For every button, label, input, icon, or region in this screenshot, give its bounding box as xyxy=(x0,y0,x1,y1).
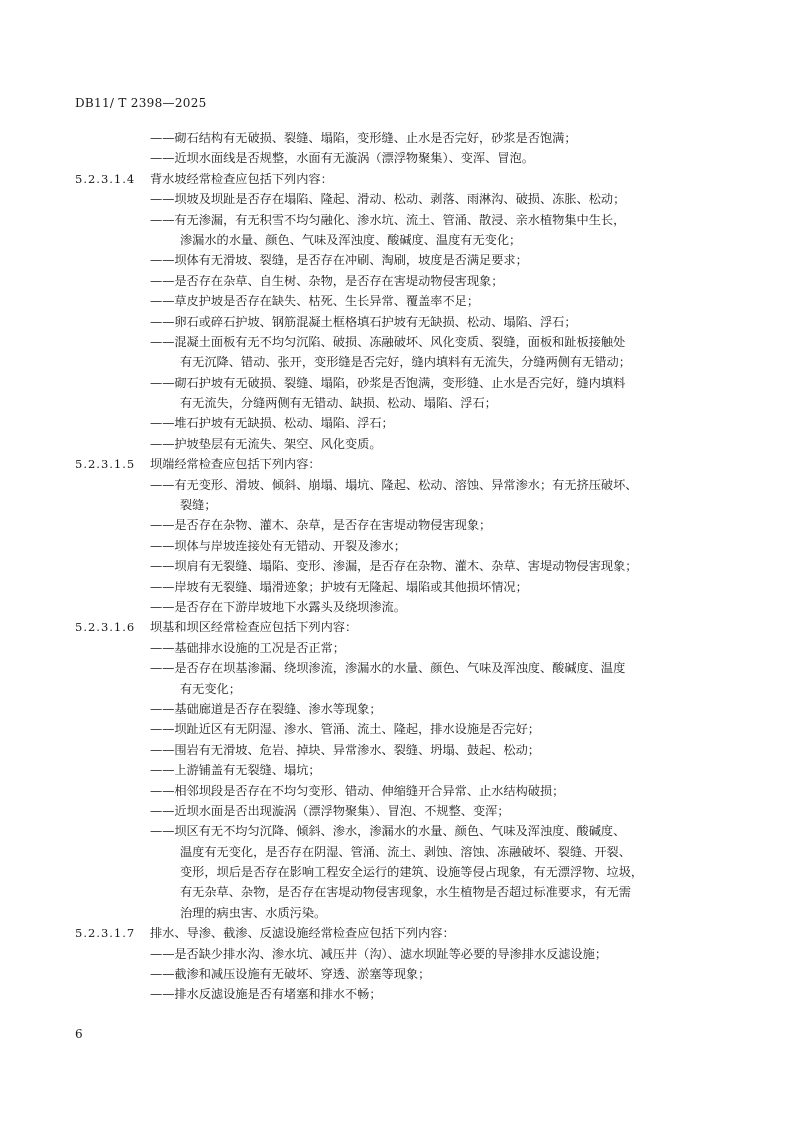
list-item-continuation: 裂缝； xyxy=(180,498,217,513)
list-item-continuation: 治理的病虫害、水质污染。 xyxy=(180,905,327,920)
list-item: ——坝坡及坝趾是否存在塌陷、隆起、滑动、松动、剥落、雨淋沟、破损、冻胀、松动； xyxy=(150,192,626,207)
list-item: ——上游铺盖有无裂缝、塌坑； xyxy=(150,763,321,778)
section-title: 背水坡经常检查应包括下列内容： xyxy=(150,171,333,186)
list-item: ——是否存在坝基渗漏、绕坝渗流，渗漏水的水量、颜色、气味及浑浊度、酸碱度、温度 xyxy=(150,661,626,676)
section-title: 坝基和坝区经常检查应包括下列内容： xyxy=(150,620,358,635)
list-item: ——坝体与岸坡连接处有无错动、开裂及渗水； xyxy=(150,538,406,553)
list-item-continuation: 有无杂草、杂物，是否存在害堤动物侵害现象，水生植物是否超过标准要求，有无需 xyxy=(180,885,631,900)
section-number: 5.2.3.1.7 xyxy=(75,926,136,941)
list-item: ——基础廊道是否存在裂缝、渗水等现象； xyxy=(150,701,382,716)
section-title: 坝端经常检查应包括下列内容： xyxy=(150,457,321,472)
list-item-continuation: 有无变化； xyxy=(180,681,241,696)
list-item: ——砌石结构有无破损、裂缝、塌陷，变形缝、止水是否完好，砂浆是否饱满； xyxy=(150,131,577,145)
list-item-continuation: 温度有无变化，是否存在阴湿、管涌、流土、剥蚀、溶蚀、冻融破坏、裂缝、开裂、 xyxy=(180,844,631,859)
list-item: ——排水反滤设施是否有堵塞和排水不畅； xyxy=(150,987,382,1002)
list-item: ——基础排水设施的工况是否正常； xyxy=(150,640,345,655)
list-item-continuation: 渗漏水的水量、颜色、气味及浑浊度、酸碱度、温度有无变化； xyxy=(180,232,522,247)
list-item: ——坝肩有无裂缝、塌陷、变形、渗漏，是否存在杂物、灌木、杂草、害堤动物侵害现象； xyxy=(150,559,638,574)
list-item: ——截渗和减压设施有无破坏、穿透、淤塞等现象； xyxy=(150,967,431,982)
list-item: ——近坝水面是否出现漩涡（漂浮物聚集）、冒泡、不规整、变浑； xyxy=(150,803,510,818)
list-item: ——有无渗漏，有无积雪不均匀融化、渗水坑、流土、管涌、散浸、亲水植物集中生长， xyxy=(150,212,626,227)
list-item: ——是否缺少排水沟、渗水坑、减压井（沟）、滤水坝趾等必要的导渗排水反滤设施； xyxy=(150,946,608,961)
list-item: ——近坝水面线是否规整，水面有无漩涡（漂浮物聚集）、变浑、冒泡。 xyxy=(150,151,534,166)
list-item: ——是否存在杂草、自生树、杂物，是否存在害堤动物侵害现象； xyxy=(150,273,504,288)
section-number: 5.2.3.1.6 xyxy=(75,620,136,635)
list-item: ——是否存在下游岸坡地下水露头及绕坝渗流。 xyxy=(150,599,406,614)
document-code: DB11/ T 2398—2025 xyxy=(75,96,207,110)
section-heading xyxy=(75,169,715,189)
section-number: 5.2.3.1.5 xyxy=(75,457,136,472)
list-item-continuation: 有无流失，分缝两侧有无错动、缺损、松动、塌陷、浮石； xyxy=(180,396,497,411)
list-item-continuation: 有无沉降、错动、张开，变形缝是否完好，缝内填料有无流失，分缝两侧有无错动； xyxy=(180,355,631,370)
list-item: ——砌石护坡有无破损、裂缝、塌陷，砂浆是否饱满，变形缝、止水是否完好，缝内填料 xyxy=(150,375,626,390)
list-item: ——护坡垫层有无流失、架空、风化变质。 xyxy=(150,436,382,451)
list-item: ——岸坡有无裂缝、塌滑迹象；护坡有无隆起、塌陷或其他损坏情况； xyxy=(150,579,528,594)
section-number: 5.2.3.1.4 xyxy=(75,171,136,186)
section-heading xyxy=(75,923,715,943)
list-item: ——草皮护坡是否存在缺失、枯死、生长异常、覆盖率不足； xyxy=(150,294,480,309)
section-title: 排水、导渗、截渗、反滤设施经常检查应包括下列内容： xyxy=(150,926,455,941)
list-item: ——相邻坝段是否存在不均匀变形、错动、伸缩缝开合异常、止水结构破损； xyxy=(150,783,565,798)
list-item: ——有无变形、滑坡、倾斜、崩塌、塌坑、隆起、松动、溶蚀、异常渗水；有无挤压破坏、 xyxy=(150,477,638,492)
list-item: ——混凝土面板有无不均匀沉陷、破损、冻融破坏、风化变质、裂缝，面板和趾板接触处 xyxy=(150,334,626,349)
list-item: ——卵石或碎石护坡、钢筋混凝土框格填石护坡有无缺损、松动、塌陷、浮石； xyxy=(150,314,577,329)
list-item: ——坝区有无不均匀沉降、倾斜、渗水，渗漏水的水量、颜色、气味及浑浊度、酸碱度、 xyxy=(150,824,626,839)
section-heading xyxy=(75,454,715,474)
page-number: 6 xyxy=(75,1027,83,1041)
list-item: ——坝体有无滑坡、裂缝，是否存在冲刷、淘刷，坡度是否满足要求； xyxy=(150,253,528,268)
list-item-continuation: 变形，坝后是否存在影响工程安全运行的建筑、设施等侵占现象，有无漂浮物、垃圾， xyxy=(180,865,644,880)
document-body xyxy=(75,128,715,1005)
list-item: ——坝趾近区有无阴湿、渗水、管涌、流土、隆起，排水设施是否完好； xyxy=(150,722,540,737)
list-item: ——围岩有无滑坡、危岩、掉块、异常渗水、裂缝、坍塌、鼓起、松动； xyxy=(150,742,540,757)
section-heading xyxy=(75,617,715,637)
list-item: ——堆石护坡有无缺损、松动、塌陷、浮石； xyxy=(150,416,394,431)
list-item: ——是否存在杂物、灌木、杂草，是否存在害堤动物侵害现象； xyxy=(150,518,492,533)
